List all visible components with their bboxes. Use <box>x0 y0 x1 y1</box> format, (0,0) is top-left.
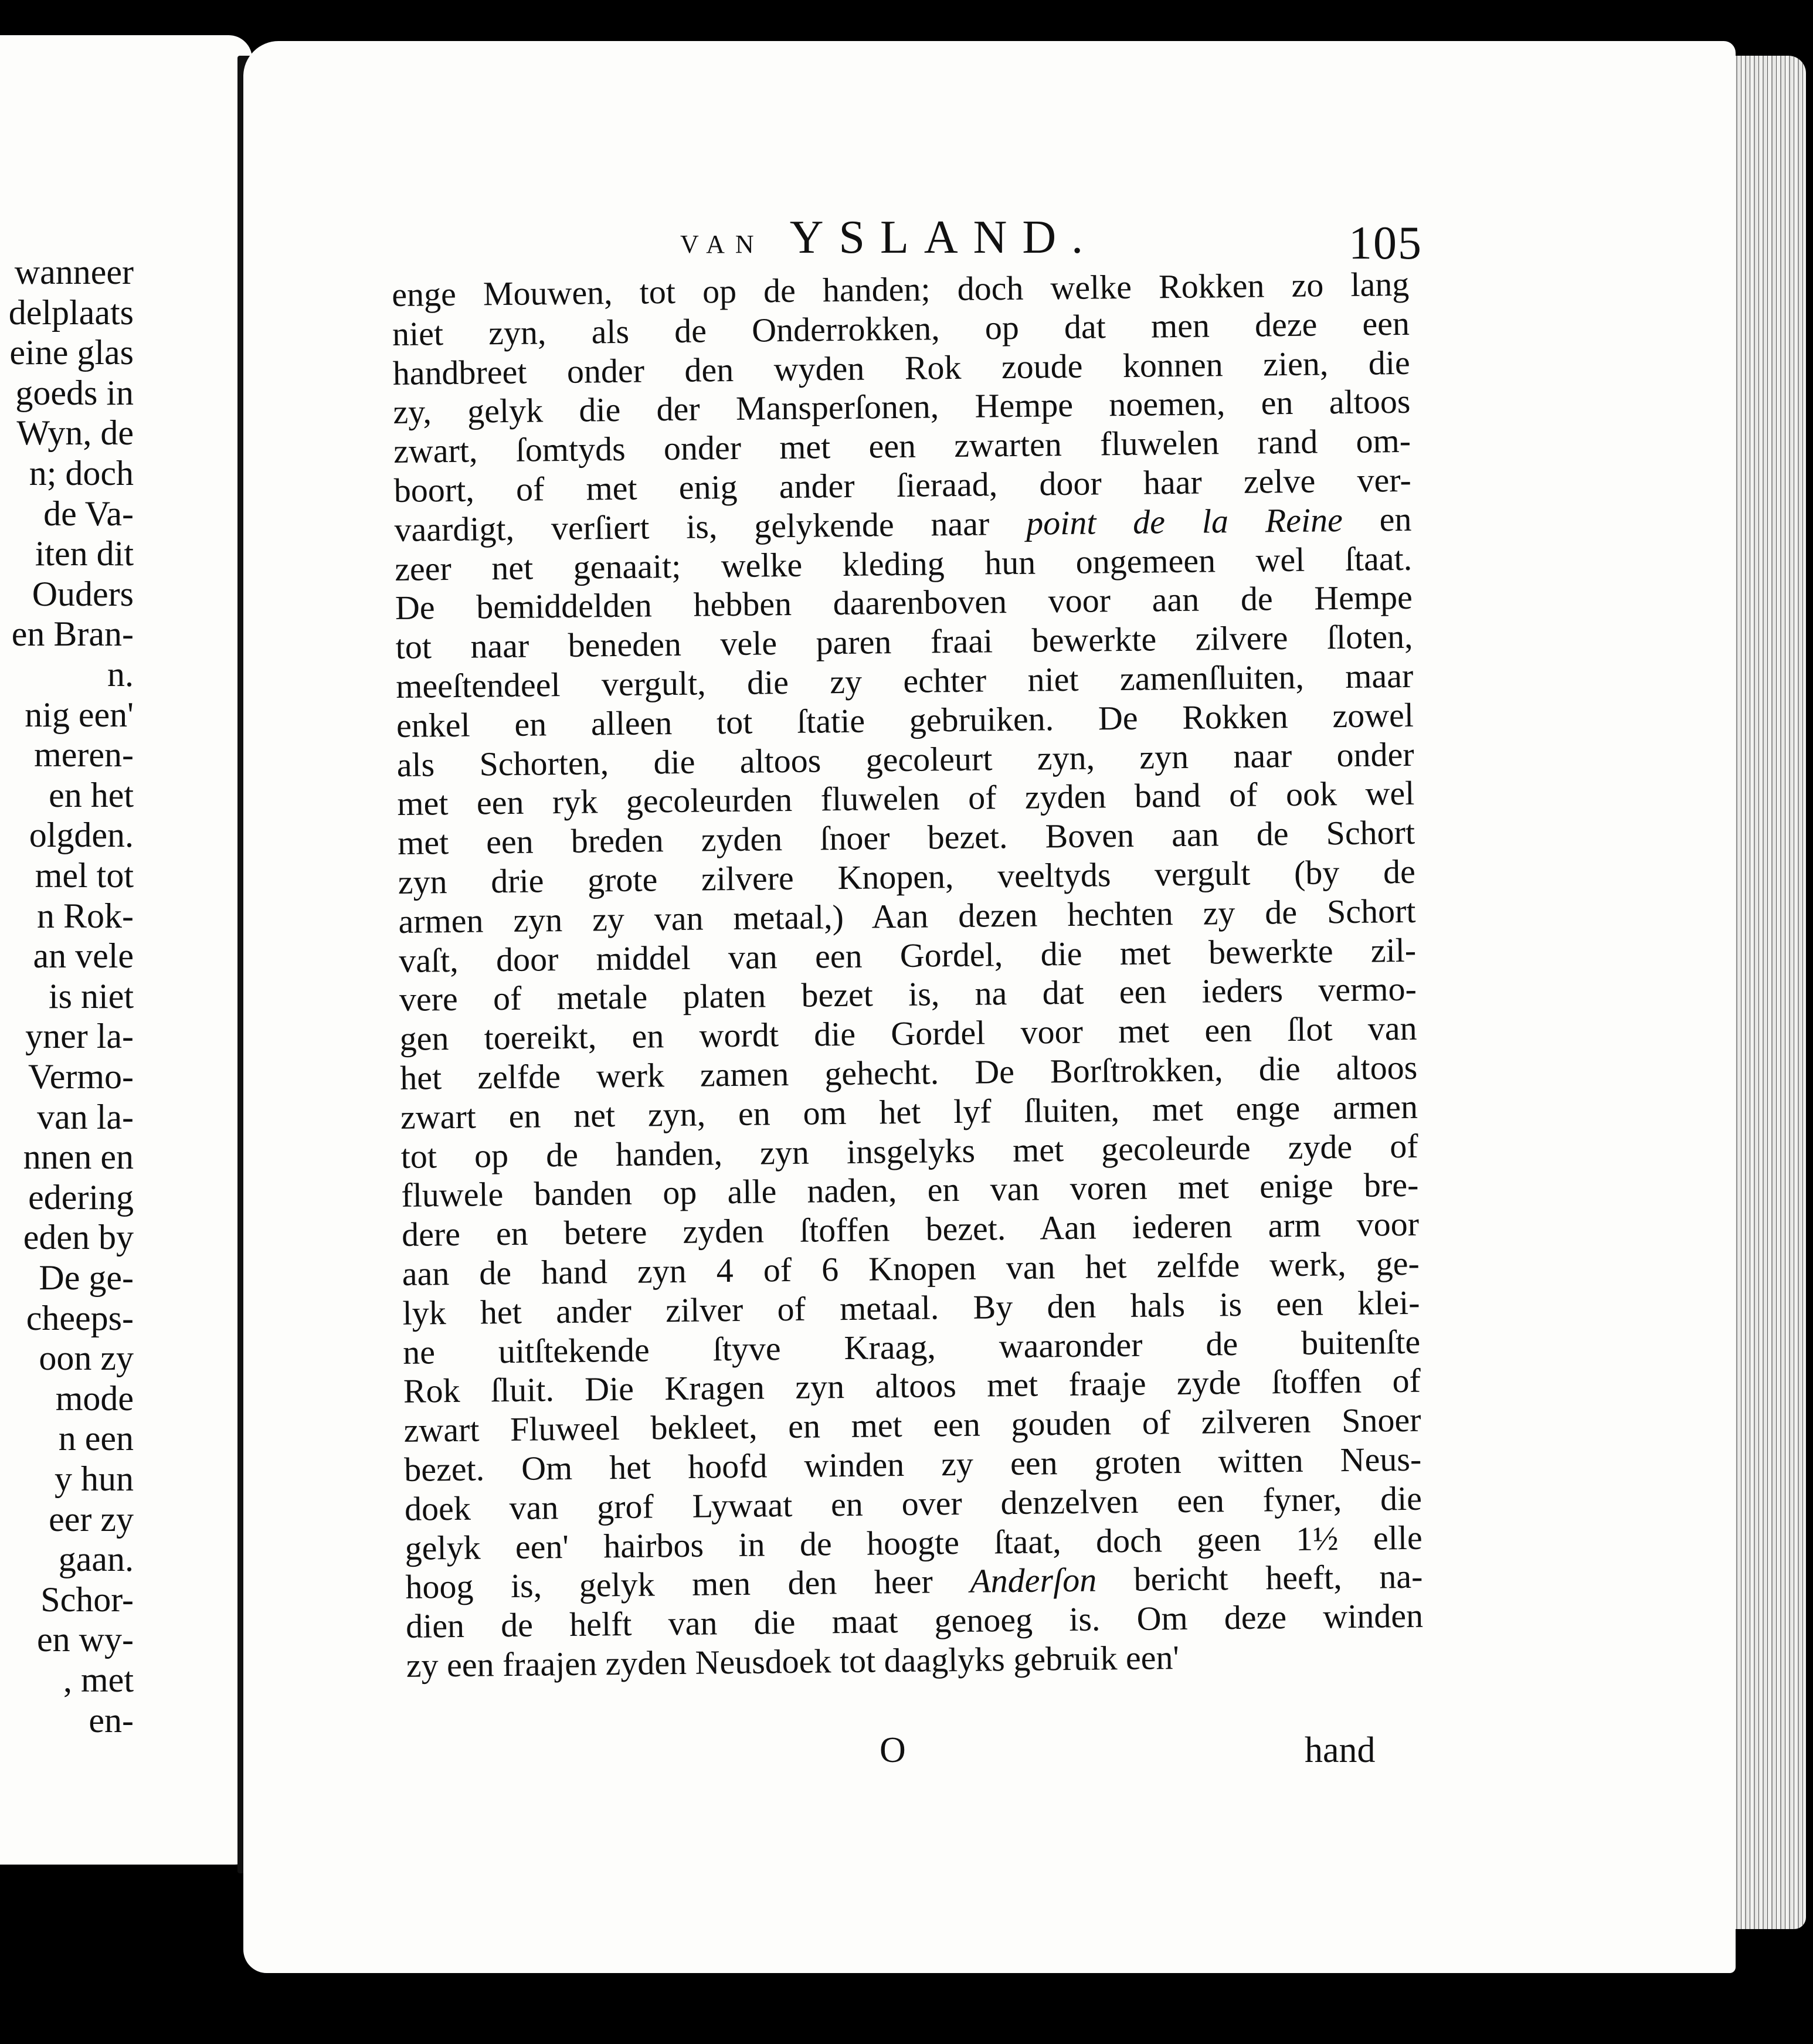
left-line: an vele <box>33 936 134 976</box>
line-segment: zwart Fluweel bekleet, en met een gouden of zilveren Snoer <box>403 1400 1421 1449</box>
running-head <box>680 211 1098 264</box>
line-segment: en <box>1342 500 1412 539</box>
line-segment: gen toereikt, en wordt die Gordel voor met een ſlot van <box>399 1009 1417 1058</box>
left-line: goeds in <box>15 373 134 412</box>
line-segment: niet zyn, als de Onderrokken, op dat men deze een <box>392 304 1410 353</box>
line-segment: zwart en net zyn, en om het lyf ſluiten, met enge armen <box>400 1087 1418 1136</box>
line-segment: bezet. Om het hoofd winden zy een groten witten Neus- <box>403 1439 1422 1489</box>
line-segment: armen zyn zy van metaal,) Aan dezen hechten zy de Schort <box>398 891 1416 940</box>
left-line: gaan. <box>58 1540 134 1579</box>
line-segment: gelyk een' hairbos in de hoogte ſtaat, doch geen 1½ elle <box>405 1518 1422 1567</box>
line-segment: De bemiddelden hebben daarenboven voor aan de Hempe <box>395 578 1413 627</box>
left-page-text <box>0 252 141 1777</box>
left-line: meren- <box>34 735 134 775</box>
left-line: wanneer <box>14 253 134 291</box>
line-segment: zy een fraajen zyden Neusdoek tot daaglyks gebruik een' <box>406 1638 1180 1685</box>
left-line: iten dit <box>35 534 134 573</box>
line-segment: vaſt, door middel van een Gordel, die met bewerkte zil- <box>398 931 1417 980</box>
line-segment: boort, of met enig ander ſieraad, door haar zelve ver- <box>393 460 1412 510</box>
line-segment: enge Mouwen, tot op de handen; doch welke Rokken zo lang <box>392 264 1410 314</box>
left-line: en Bran- <box>11 614 134 654</box>
line-segment: zwart, ſomtyds onder met een zwarten fluwelen rand om- <box>393 422 1411 471</box>
left-line: De ge- <box>39 1258 134 1297</box>
left-line: y hun <box>55 1459 134 1498</box>
line-segment: zyn drie grote zilvere Knopen, veeltyds vergult (by de <box>398 852 1416 901</box>
signature-mark: O <box>880 1730 906 1770</box>
left-line: is niet <box>49 976 134 1016</box>
left-line: en wy- <box>37 1620 134 1659</box>
left-line: Vermo- <box>28 1057 134 1096</box>
line-segment: doek van grof Lywaat en over denzelven een fyner, die <box>404 1479 1422 1528</box>
line-segment: als Schorten, die altoos gecoleurt zyn, zyn naar onder <box>396 735 1414 784</box>
body-text <box>392 265 1424 1686</box>
line-segment: het zelfde werk zamen gehecht. De Borſtrokken, die altoos <box>399 1048 1418 1097</box>
line-segment: enkel en alleen tot ſtatie gebruiken. De Rokken zowel <box>396 695 1414 745</box>
left-line: eden by <box>23 1218 134 1257</box>
left-line: eine glas <box>9 333 134 372</box>
left-line: en- <box>89 1700 134 1740</box>
line-segment: vaardigt, verſiert is, gelykende naar <box>394 504 1027 549</box>
left-line: edering <box>28 1177 134 1217</box>
line-segment: tot naar beneden vele paren fraai bewerkte zilvere ſloten, <box>395 617 1413 667</box>
left-line: n; doch <box>29 454 134 493</box>
left-line: nig een' <box>25 695 134 734</box>
line-segment: tot op de handen, zyn insgelyks met gecoleurde zyde of <box>400 1126 1418 1176</box>
left-line: n een <box>58 1419 134 1458</box>
left-line: de Va- <box>43 494 134 533</box>
line-segment: handbreet onder den wyden Rok zoude konnen zien, die <box>392 343 1410 392</box>
line-segment: meeſtendeel vergult, die zy echter niet zamenſluiten, maar <box>395 656 1414 705</box>
line-segment: lyk het ander zilver of metaal. By den hals is een klei- <box>402 1283 1420 1332</box>
left-line: cheeps- <box>26 1298 134 1337</box>
page-edges <box>1724 56 1806 1929</box>
left-line: olgden. <box>29 816 134 855</box>
line-segment: zy, gelyk die der Mansperſonen, Hempe noemen, en altoos <box>393 382 1411 432</box>
line-segment: fluwele banden op alle naden, en van voren met enige bre- <box>401 1166 1419 1215</box>
left-line: van la- <box>37 1097 134 1136</box>
line-segment: met een ryk gecoleurden fluwelen of zyden band of ook wel <box>397 774 1415 823</box>
running-head-prefix: VAN <box>680 230 765 259</box>
line-segment: hoog is, gelyk men den heer <box>405 1562 970 1607</box>
left-line: yner la- <box>25 1017 134 1056</box>
left-line: Ouders <box>32 574 134 613</box>
line-segment: Rok ſluit. Die Kragen zyn altoos met fraaje zyde ſtoffen of <box>403 1361 1421 1411</box>
left-line: mel tot <box>35 856 134 895</box>
left-line: en het <box>49 775 134 814</box>
italic-phrase: point de la Reine <box>1026 500 1343 542</box>
line-segment: dere en betere zyden ſtoffen bezet. Aan iederen arm voor <box>401 1204 1420 1254</box>
page-number: 105 <box>1349 218 1422 269</box>
line-segment: dien de helft van die maat genoeg is. Om deze winden <box>405 1596 1424 1645</box>
left-line: n Rok- <box>37 896 134 935</box>
line-segment: vere of metale platen bezet is, na dat een ieders vermo- <box>399 970 1417 1019</box>
left-line: Wyn, de <box>16 413 134 453</box>
running-head-title: YSLAND. <box>789 212 1099 263</box>
left-line: n. <box>107 655 134 694</box>
left-line: oon zy <box>39 1339 134 1378</box>
line-segment: zeer net genaait; welke kleding hun ongemeen wel ſtaat. <box>394 539 1413 588</box>
line-segment: ne uitſtekende ſtyve Kraag, waaronder de buitenſte <box>402 1322 1421 1371</box>
left-line: mode <box>55 1378 134 1418</box>
left-line: , met <box>63 1661 134 1699</box>
line-segment: bericht heeft, na- <box>1096 1557 1423 1599</box>
left-line: Schor- <box>40 1580 134 1619</box>
left-page <box>0 35 252 1865</box>
left-line: nnen en <box>23 1138 134 1177</box>
catchword: hand <box>1305 1730 1376 1770</box>
line-segment: met een breden zyden ſnoer bezet. Boven aan de Schort <box>397 813 1415 863</box>
line-segment: aan de hand zyn 4 of 6 Knopen van het zelfde werk, ge- <box>402 1244 1420 1293</box>
left-line: delplaats <box>8 293 134 332</box>
italic-phrase: Anderſon <box>969 1560 1097 1601</box>
left-line: eer zy <box>49 1499 134 1539</box>
